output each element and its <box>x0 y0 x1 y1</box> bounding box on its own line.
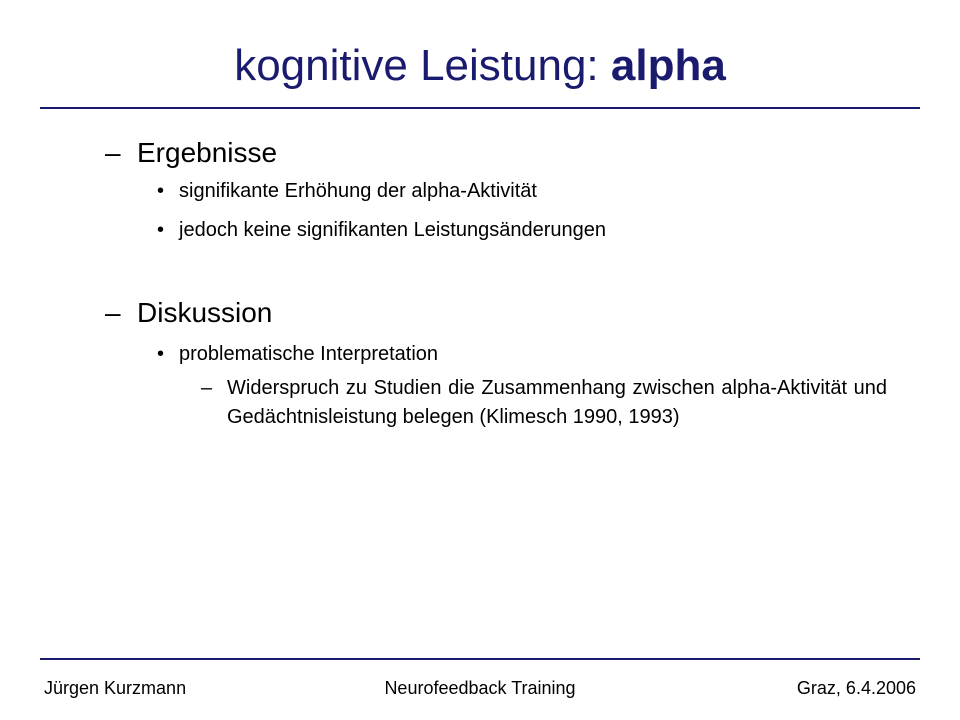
bullet-text: jedoch keine signifikanten Leistungsänderungen <box>179 219 606 241</box>
title-prefix: kognitive Leistung: <box>234 41 611 90</box>
footer-author: Jürgen Kurzmann <box>44 678 187 698</box>
title-emphasis: alpha <box>610 41 726 90</box>
bullet-marker: • <box>157 343 165 365</box>
dash-marker: – <box>201 377 213 399</box>
section-heading-text: Ergebnisse <box>137 137 278 168</box>
bullet-marker: • <box>157 219 165 241</box>
footer-date: Graz, 6.4.2006 <box>796 678 916 698</box>
dash-marker: – <box>105 137 121 168</box>
footer-topic: Neurofeedback Training <box>384 678 576 698</box>
subbullet-text: Widerspruch zu Studien die Zusammenhang zwischen alpha-Aktivität und Gedächtnisleistung belegen (Klimesch 1990, 1993) <box>227 377 887 428</box>
footer-divider <box>40 658 920 660</box>
section-heading-text: Diskussion <box>137 297 273 328</box>
bullet-text: signifikante Erhöhung der alpha-Aktivität <box>179 180 537 202</box>
slide-title <box>0 36 960 96</box>
bullet-text: problematische Interpretation <box>179 343 439 365</box>
title-divider <box>40 107 920 109</box>
dash-marker: – <box>105 297 121 328</box>
bullet-marker: • <box>157 180 165 202</box>
